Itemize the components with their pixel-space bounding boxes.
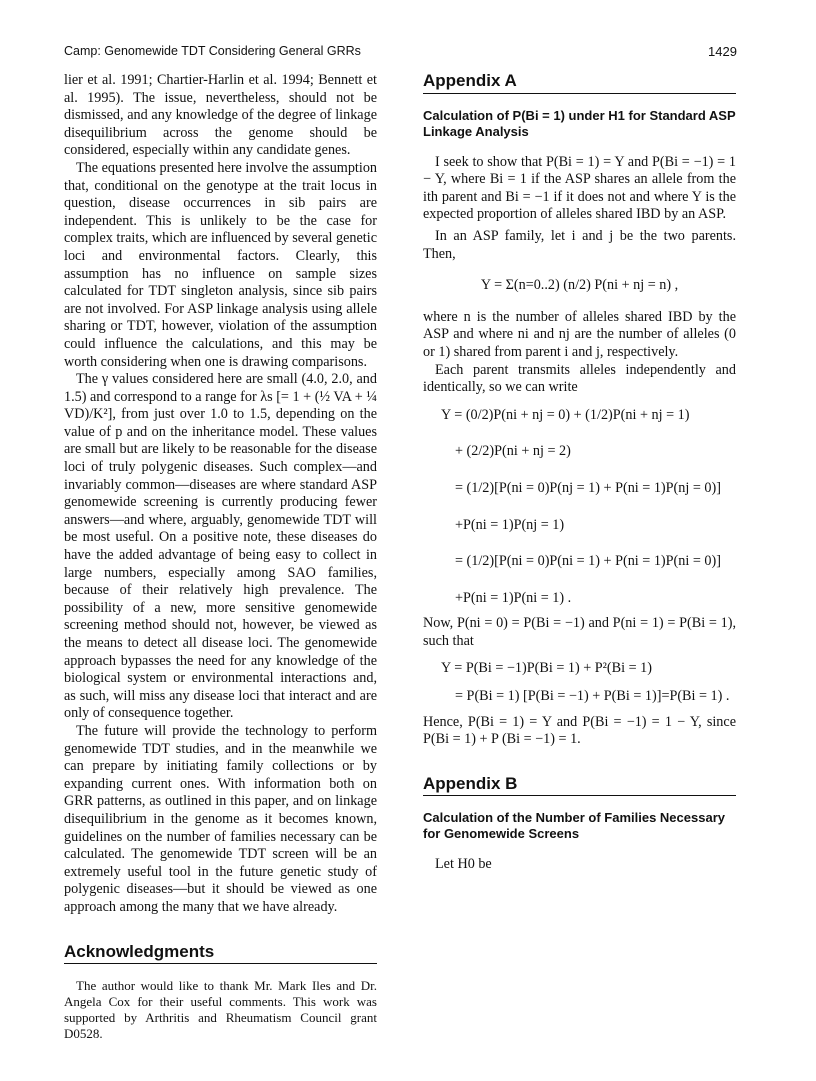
acknowledgments-text: The author would like to thank Mr. Mark Iles and Dr. Angela Cox for their useful comments. This work was supported by Arthritis and Rheumatism Council grant D0528. [64, 978, 377, 1042]
appendix-b-subheading: Calculation of the Number of Families Necessary for Genomewide Screens [423, 810, 725, 842]
right-column [423, 72, 736, 874]
equation-line: = (1/2)[P(ni = 0)P(ni = 1) + P(ni = 1)P(ni = 0)] [455, 553, 721, 570]
equation-line: Y = P(Bi = −1)P(Bi = 1) + P²(Bi = 1) [441, 660, 652, 677]
acknowledgments-heading: Acknowledgments [64, 941, 215, 961]
heading-rule [64, 963, 377, 964]
equation-line: = (1/2)[P(ni = 0)P(nj = 1) + P(ni = 1)P(nj = 0)] [455, 479, 721, 496]
body-paragraph: Each parent transmits alleles independently and identically, so we can write [423, 361, 736, 396]
body-paragraph: The equations presented here involve the assumption that, conditional on the genotype at the trait locus in question, disease occurrences in sib pairs are independent. This is unlikely to be the case for complex traits, which are influenced by several genetic loci and environmental factors. Clearly, this assumption has no influence on sample sizes calculated for TDT singleton analysis, since sib pairs are not involved. For ASP linkage analysis using allele sharing or TDT, however, violation of the assumption could influence the calculations, and this may be worth considering when one is drawing comparisons. [64, 159, 378, 370]
body-paragraph: The γ values considered here are small (4.0, 2.0, and 1.5) and correspond to a range for λs [= 1 + (½ VA + ¼ VD)/K²], from just over 1.0 to 1.5, depending on the value of p and on the inheritance model. These values are small but are likely to be reasonable for the disease loci of truly polygenic diseases. Such complex—and invariably common—diseases are where standard ASP genomewide screening is currently producing fewer answers—and where, arguably, genomewide TDT will be most useful. On a positive note, these diseases do have the added advantage of being easy to collect in large numbers, especially among SAO families, because of their relatively high prevalence. The possibility of a new, more sensitive genomewide screening method should not, however, be viewed as the means to detect all disease loci. The genomewide approach bypasses the need for any knowledge of the biological system or environmental interactions and, as such, will miss any disease loci that interact and are only of consequence together. [64, 371, 377, 722]
body-paragraph: I seek to show that P(Bi = 1) = Y and P(Bi = −1) = 1 − Y, where Bi = 1 if the ASP shares an allele from the ith parent and Bi = −1 if it does not and where Y is the expected proportion of alleles shared IBD by an ASP. [423, 153, 736, 223]
body-paragraph: Let H0 be [435, 856, 492, 873]
body-paragraph: Hence, P(Bi = 1) = Y and P(Bi = −1) = 1 − Y, since P(Bi = 1) + P (Bi = −1) = 1. [423, 713, 736, 748]
body-paragraph: In an ASP family, let i and j be the two parents. Then, [423, 227, 736, 262]
equation-line: +P(ni = 1)P(ni = 1) . [455, 589, 572, 606]
equation-3 [441, 660, 736, 705]
body-paragraph: lier et al. 1991; Chartier-Harlin et al. 1994; Bennett et al. 1995). The issue, nevertheless, should not be dismissed, and any knowledge of the degree of linkage disequilibrium across the genome should be considered, especially within any candidate genes. [64, 72, 377, 159]
equation-line: Y = (0/2)P(ni + nj = 0) + (1/2)P(ni + nj = 1) [441, 406, 690, 423]
equation-1: Y = Σ(n=0..2) (n/2) P(ni + nj = n) , [480, 277, 679, 294]
appendix-b-heading: Appendix B [423, 773, 518, 793]
equation-line: + (2/2)P(ni + nj = 2) [455, 443, 571, 460]
equation-line: +P(ni = 1)P(nj = 1) [455, 516, 565, 533]
appendix-a-heading: Appendix A [423, 71, 517, 90]
equation-2 [441, 407, 736, 608]
body-paragraph: The future will provide the technology to perform genomewide TDT studies, and in the meanwhile we can prepare by initiating family collections or by expanding current ones. With information both on GRR patterns, as outlined in this paper, and on linkage disequilibrium in the genome as it becomes known, guidelines on the number of families necessary can be calculated. The genomewide TDT screen will be an extremely useful tool in the future genetic study of polygenic diseases—but it should be viewed as one approach among the many that we have already. [64, 722, 377, 915]
body-paragraph: Now, P(ni = 0) = P(Bi = −1) and P(ni = 1) = P(Bi = 1), such that [423, 615, 736, 649]
equation-line: = P(Bi = 1) [P(Bi = −1) + P(Bi = 1)]=P(Bi = 1) . [455, 688, 730, 705]
running-title: Camp: Genomewide TDT Considering General GRRs [64, 44, 361, 58]
left-column [64, 72, 377, 1042]
appendix-a-subheading: Calculation of P(Bi = 1) under H1 for Standard ASP Linkage Analysis [423, 107, 736, 139]
page-number: 1429 [708, 44, 737, 59]
heading-rule [423, 93, 736, 94]
heading-rule [423, 795, 736, 796]
body-paragraph: where n is the number of alleles shared IBD by the ASP and where ni and nj are the number of alleles (0 or 1) shared from parent i and j, respectively. [423, 308, 736, 360]
